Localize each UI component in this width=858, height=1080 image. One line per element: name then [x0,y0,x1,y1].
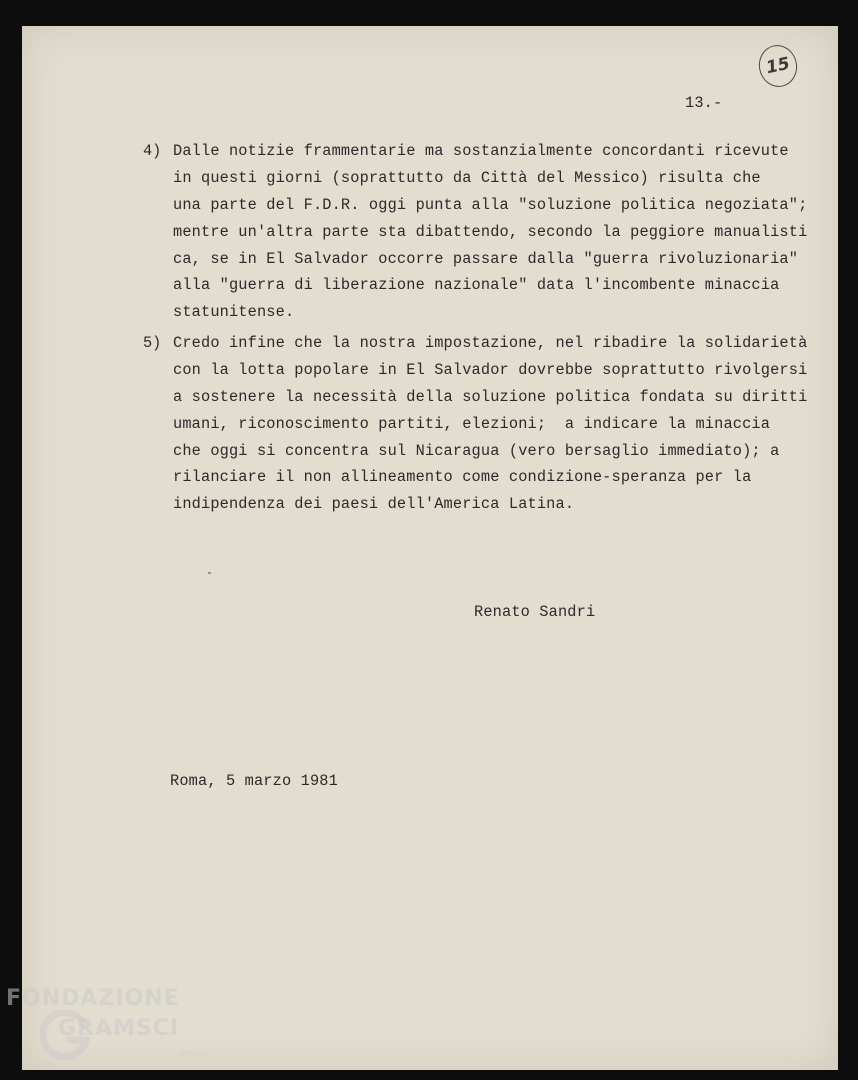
archive-page-stamp: 15 [755,42,801,91]
item-number: 4) [143,142,162,160]
signature: Renato Sandri [474,603,596,621]
item-text [173,334,807,522]
text-line: umani, riconoscimento partiti, elezioni; a indicare la minaccia [173,414,771,433]
text-line: che oggi si concentra sul Nicaragua (vero bersaglio immediato); a [173,441,780,460]
text-line: indipendenza dei paesi dell'America Latina. [173,495,575,514]
text-line: con la lotta popolare in El Salvador dovrebbe soprattutto rivolgersi [173,360,808,379]
text-line: ca, se in El Salvador occorre passare dalla "guerra rivoluzionaria" [173,249,799,268]
item-text [173,142,807,330]
text-line: una parte del F.D.R. oggi punta alla "soluzione politica negoziata"; [173,195,808,214]
place-date: Roma, 5 marzo 1981 [170,772,338,790]
text-line: Credo infine che la nostra impostazione, nel ribadire la solidarietà [173,334,808,352]
fondazione-gramsci-watermark [6,986,216,1076]
watermark-line-2: GRAMSCI [58,1016,180,1041]
text-line: mentre un'altra parte sta dibattendo, secondo la peggiore manualisti [173,222,808,241]
paper-speck [208,572,211,574]
watermark-line-1: FONDAZIONE [6,986,180,1011]
text-line: rilanciare il non allineamento come condizione-speranza per la [173,468,752,487]
page-number: 13.- [685,94,723,112]
watermark-line-3: onlus [181,1048,208,1059]
text-line: Dalle notizie frammentarie ma sostanzialmente concordanti ricevute [173,142,789,160]
text-line: statunitense. [173,303,295,322]
item-number: 5) [143,334,162,352]
text-line: in questi giorni (soprattutto da Città del Messico) risulta che [173,168,761,187]
text-line: a sostenere la necessità della soluzione politica fondata su diritti [173,387,808,406]
text-line: alla "guerra di liberazione nazionale" data l'incombente minaccia [173,276,780,295]
